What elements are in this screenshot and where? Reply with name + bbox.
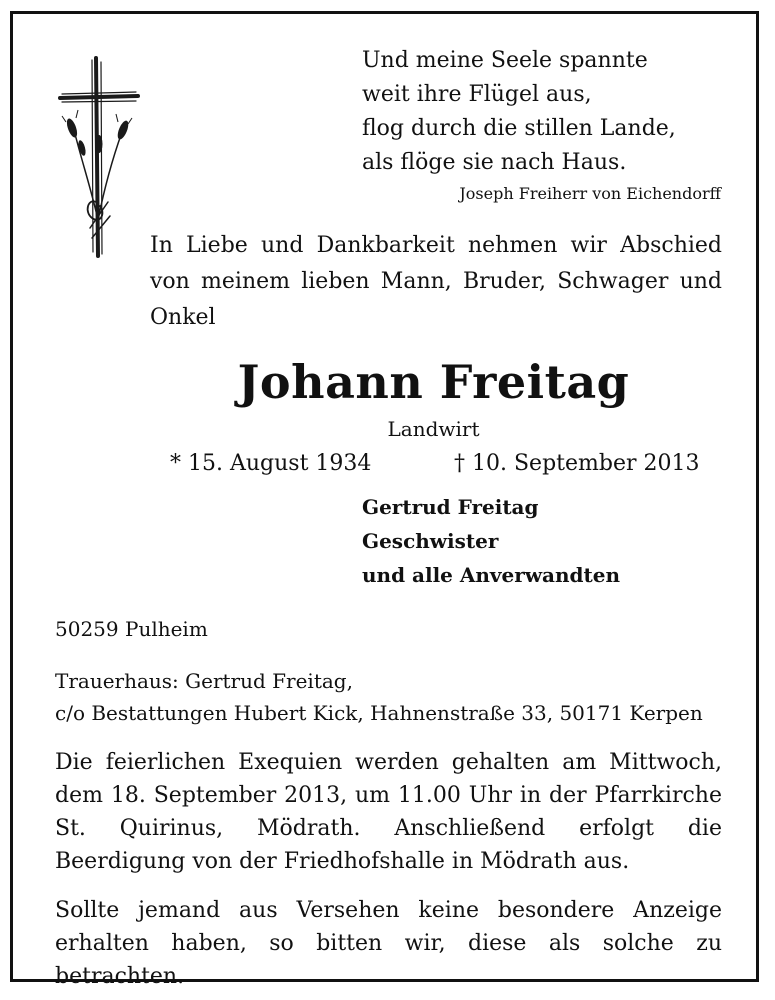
deceased-name: Johann Freitag bbox=[237, 355, 630, 409]
closing-note: Sollte jemand aus Versehen keine besondere Anzeige erhalten haben, so bitten wir, diese als solche zu betrachten. bbox=[55, 898, 722, 989]
mourners-list bbox=[362, 490, 620, 592]
town: 50259 Pulheim bbox=[55, 617, 208, 641]
deceased-profession: Landwirt bbox=[387, 417, 480, 441]
mourning-house-address bbox=[55, 665, 703, 729]
birth-date: * 15. August 1934 bbox=[170, 451, 372, 476]
mourner: Geschwister bbox=[362, 529, 499, 553]
poem-author: Joseph Freiherr von Eichendorff bbox=[459, 184, 721, 203]
poem-line: Und meine Seele spannte bbox=[362, 48, 648, 73]
address-line: c/o Bestattungen Hubert Kick, Hahnenstraße 33, 50171 Kerpen bbox=[55, 701, 703, 725]
address-line: Trauerhaus: Gertrud Freitag, bbox=[55, 669, 353, 693]
mourner: und alle Anverwandten bbox=[362, 563, 621, 587]
poem-line: weit ihre Flügel aus, bbox=[362, 82, 592, 107]
intro-text: In Liebe und Dankbarkeit nehmen wir Abschied von meinem lieben Mann, Bruder, Schwager und Onkel bbox=[150, 233, 722, 330]
death-date: † 10. September 2013 bbox=[454, 451, 700, 476]
poem-line: als flöge sie nach Haus. bbox=[362, 150, 627, 175]
cross-icon bbox=[52, 52, 144, 262]
funeral-details: Die feierlichen Exequien werden gehalten am Mittwoch, dem 18. September 2013, um 11.00 Uhr in der Pfarrkirche St. Quirinus, Mödrath. Anschließend erfolgt die Beerdigung von der Friedhofshalle in Mödrath aus. bbox=[55, 750, 722, 874]
mourner: Gertrud Freitag bbox=[362, 495, 539, 519]
poem-line: flog durch die stillen Lande, bbox=[362, 116, 676, 141]
poem bbox=[362, 44, 676, 180]
